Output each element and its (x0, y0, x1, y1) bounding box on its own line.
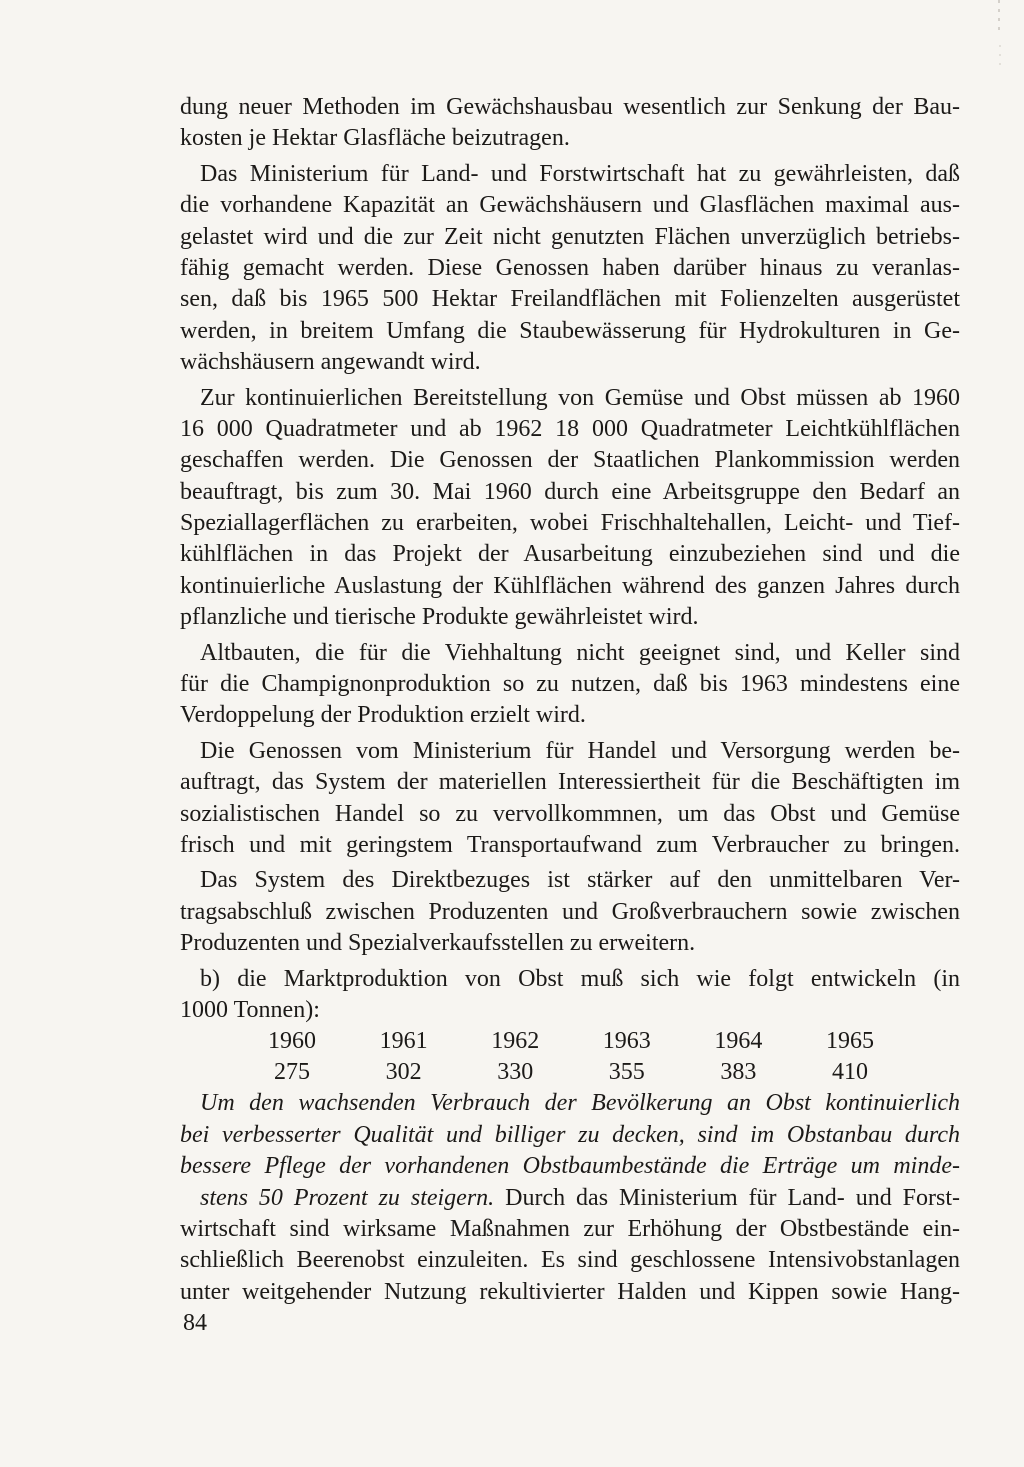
body-text-line: beauftragt, bis zum 30. Mai 1960 durch eine Arbeitsgruppe den Bedarf an (180, 478, 960, 505)
body-text-line: unter weitgehender Nutzung rekultivierter Halden und Kippen sowie Hang- (180, 1278, 960, 1305)
table-cell-year: 1964 (714, 1028, 763, 1055)
body-text-line: dung neuer Methoden im Gewächshausbau wesentlich zur Senkung der Bau- (180, 94, 960, 120)
body-text-line: fähig gemacht werden. Diese Genossen haben darüber hinaus zu veranlas- (180, 254, 960, 281)
body-text-line: Zur kontinuierlichen Bereitstellung von Gemüse und Obst müssen ab 1960 (200, 384, 960, 411)
body-text-line: Die Genossen vom Ministerium für Handel und Versorgung werden be- (200, 737, 960, 764)
table-cell-value: 355 (608, 1059, 645, 1086)
body-text-line: Speziallagerflächen zu erarbeiten, wobei Frischhaltehallen, Leicht- und Tief- (180, 510, 960, 537)
table-cell-year: 1960 (268, 1028, 316, 1055)
body-text-line: kosten je Hektar Glasfläche beizutragen. (180, 125, 570, 152)
body-text-line: schließlich Beerenobst einzuleiten. Es sind geschlossene Intensivobstanlagen (180, 1247, 960, 1274)
body-text-line: tragsabschluß zwischen Produzenten und Großverbrauchern sowie zwischen (180, 898, 960, 925)
italic-text-line: Um den wachsenden Verbrauch der Bevölkerung an Obst kontinuierlich (200, 1090, 960, 1117)
body-text-line: sozialistischen Handel so zu vervollkommnen, um das Obst und Gemüse (180, 800, 960, 827)
table-cell-value: 330 (497, 1059, 534, 1086)
body-text-line: frisch und mit geringstem Transportaufwand zum Verbraucher zu bringen. (180, 831, 960, 858)
table-cell-value: 383 (720, 1059, 757, 1086)
body-text-line: Verdoppelung der Produktion erzielt wird. (180, 702, 586, 729)
body-text-line: sen, daß bis 1965 500 Hektar Freilandflächen mit Folienzelten ausgerüstet (180, 286, 960, 313)
body-text-line: Altbauten, die für die Viehhaltung nicht geeignet sind, und Keller sind (200, 639, 960, 666)
italic-text-line: bei verbesserter Qualität und billiger zu decken, sind im Obstanbau durch (180, 1121, 960, 1148)
page-body (180, 92, 960, 1308)
fruit-production-table (252, 1026, 890, 1088)
body-text-line: die vorhandene Kapazität an Gewächshäusern und Glasflächen maximal aus- (180, 192, 960, 219)
body-text-line: Das Ministerium für Land- und Forstwirtschaft hat zu gewährleisten, daß (200, 160, 960, 187)
table-cell-year: 1962 (491, 1028, 540, 1055)
italic-fragment: stens 50 Prozent zu steigern. (200, 1184, 495, 1211)
table-cell-year: 1963 (602, 1028, 651, 1055)
body-text-line: Das System des Direktbezuges ist stärker auf den unmittelbaren Ver- (200, 867, 960, 894)
body-text-line: geschaffen werden. Die Genossen der Staatlichen Plankommission werden (180, 447, 960, 474)
italic-text-line: bessere Pflege der vorhandenen Obstbaumbestände die Erträge um minde- (180, 1153, 960, 1180)
body-text-line: wächshäusern angewandt wird. (180, 349, 481, 376)
body-text-line: wirtschaft sind wirksame Maßnahmen zur Erhöhung der Obstbestände ein- (180, 1215, 960, 1242)
table-cell-value: 410 (831, 1059, 868, 1086)
table-row-values (252, 1057, 890, 1088)
text-block-1 (180, 92, 960, 1026)
text-block-2 (180, 1088, 960, 1182)
text-block-3 (180, 1214, 960, 1308)
scan-artifact (992, 0, 1006, 120)
body-text-line: b) die Marktproduktion von Obst muß sich wie folgt entwickeln (in (200, 965, 960, 992)
table-cell-year: 1965 (825, 1028, 874, 1055)
mixed-style-line (180, 1183, 960, 1214)
table-row-years (252, 1026, 890, 1057)
body-text-line: 16 000 Quadratmeter und ab 1962 18 000 Quadratmeter Leichtkühlflächen (180, 415, 960, 442)
body-text-line: für die Champignonproduktion so zu nutzen, daß bis 1963 mindestens eine (180, 671, 960, 698)
body-text-line: werden, in breitem Umfang die Staubewässerung für Hydrokulturen in Ge- (180, 317, 960, 344)
body-text-line: gelastet wird und die zur Zeit nicht genutzten Flächen unverzüglich betriebs- (180, 223, 960, 250)
table-cell-value: 302 (385, 1059, 422, 1086)
table-cell-value: 275 (274, 1059, 310, 1086)
body-text-line: pflanzliche und tierische Produkte gewährleistet wird. (180, 604, 699, 631)
body-text-line: kontinuierliche Auslastung der Kühlflächen während des ganzen Jahres durch (180, 572, 960, 599)
body-text-line: kühlflächen in das Projekt der Ausarbeitung einzubeziehen sind und die (180, 541, 960, 568)
roman-fragment: Durch das Ministerium für Land- und Forst- (494, 1184, 961, 1211)
body-text-line: 1000 Tonnen): (180, 996, 320, 1023)
page-number: 84 (183, 1310, 207, 1336)
table-cell-year: 1961 (379, 1028, 428, 1055)
body-text-line: auftragt, das System der materiellen Interessiertheit für die Beschäftigten im (180, 769, 960, 796)
body-text-line: Produzenten und Spezialverkaufsstellen zu erweitern. (180, 930, 696, 957)
